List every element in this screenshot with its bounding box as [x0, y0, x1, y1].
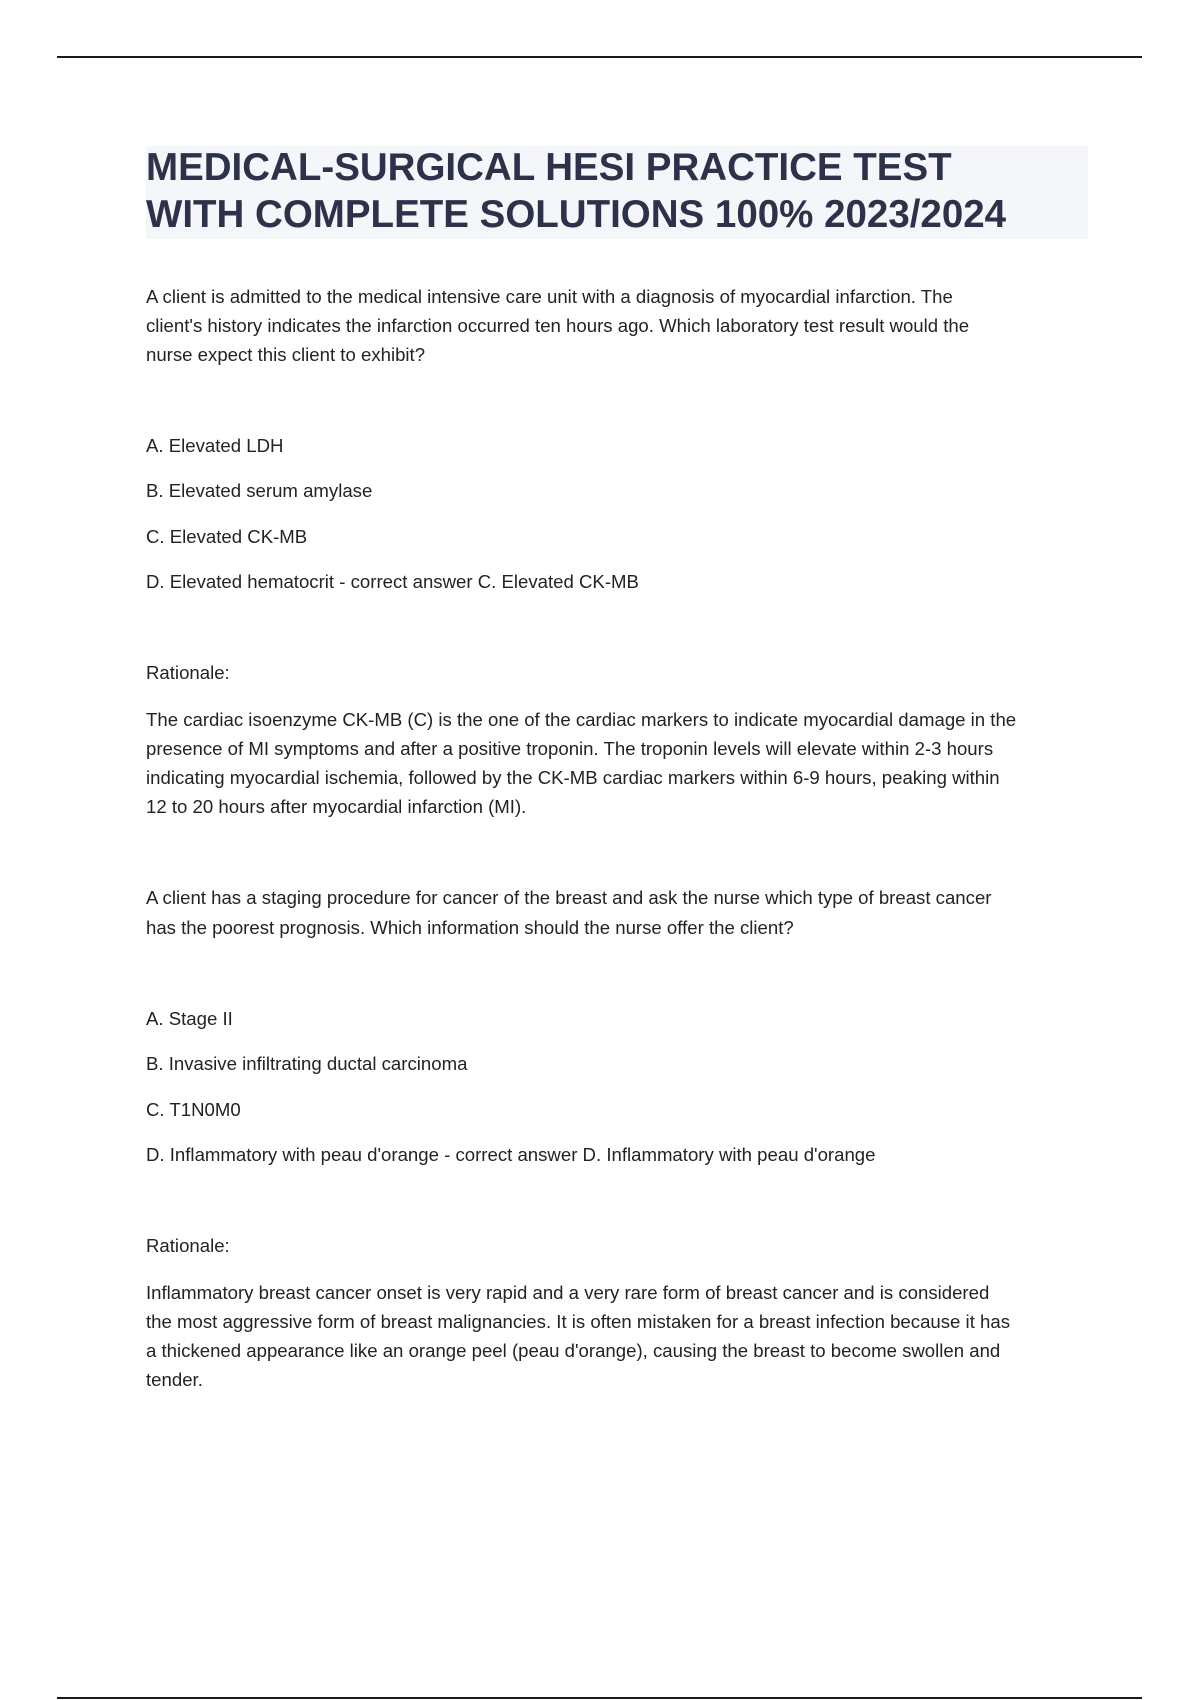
question-2-rationale-line-3: a thickened appearance like an orange peel (peau d'orange), causing the breast to become swollen and	[146, 1340, 1001, 1361]
document-title-line-1: MEDICAL-SURGICAL HESI PRACTICE TEST	[146, 146, 952, 189]
question-2-option-d-answer: D. Inflammatory with peau d'orange - correct answer D. Inflammatory with peau d'orange	[146, 1144, 876, 1165]
question-2-option-c: C. T1N0M0	[146, 1099, 241, 1120]
question-1-rationale-label: Rationale:	[146, 662, 230, 683]
top-rule	[57, 56, 1142, 58]
question-2-rationale-line-4: tender.	[146, 1369, 203, 1390]
question-2-option-b: B. Invasive infiltrating ductal carcinoma	[146, 1053, 468, 1074]
bottom-rule	[57, 1697, 1142, 1699]
question-2-text-line-2: has the poorest prognosis. Which information should the nurse offer the client?	[146, 917, 794, 938]
question-1-rationale-line-3: indicating myocardial ischemia, followed by the CK-MB cardiac markers within 6-9 hours, peaking within	[146, 767, 1000, 788]
document-title-line-2: WITH COMPLETE SOLUTIONS 100% 2023/2024	[146, 193, 1007, 236]
question-1-rationale-line-1: The cardiac isoenzyme CK-MB (C) is the one of the cardiac markers to indicate myocardial damage in the	[146, 709, 1017, 730]
question-1-rationale-line-4: 12 to 20 hours after myocardial infarction (MI).	[146, 796, 527, 817]
question-2-rationale-line-2: the most aggressive form of breast malignancies. It is often mistaken for a breast infection because it has	[146, 1311, 1011, 1332]
question-2-text-line-1: A client has a staging procedure for cancer of the breast and ask the nurse which type of breast cancer	[146, 887, 992, 908]
question-1-text-line-1: A client is admitted to the medical intensive care unit with a diagnosis of myocardial infarction. The	[146, 286, 953, 307]
question-2-option-a: A. Stage II	[146, 1008, 233, 1029]
question-1-option-c: C. Elevated CK-MB	[146, 526, 308, 547]
question-2-rationale-line-1: Inflammatory breast cancer onset is very rapid and a very rare form of breast cancer and is considered	[146, 1282, 990, 1303]
question-1-text-line-2: client's history indicates the infarction occurred ten hours ago. Which laboratory test result would the	[146, 315, 970, 336]
question-1-text-line-3: nurse expect this client to exhibit?	[146, 344, 426, 365]
question-2-rationale-label: Rationale:	[146, 1235, 230, 1256]
question-1-option-b: B. Elevated serum amylase	[146, 480, 373, 501]
question-1-option-d-answer: D. Elevated hematocrit - correct answer C. Elevated CK-MB	[146, 571, 639, 592]
question-1-option-a: A. Elevated LDH	[146, 435, 284, 456]
question-1-rationale-line-2: presence of MI symptoms and after a positive troponin. The troponin levels will elevate within 2-3 hours	[146, 738, 994, 759]
